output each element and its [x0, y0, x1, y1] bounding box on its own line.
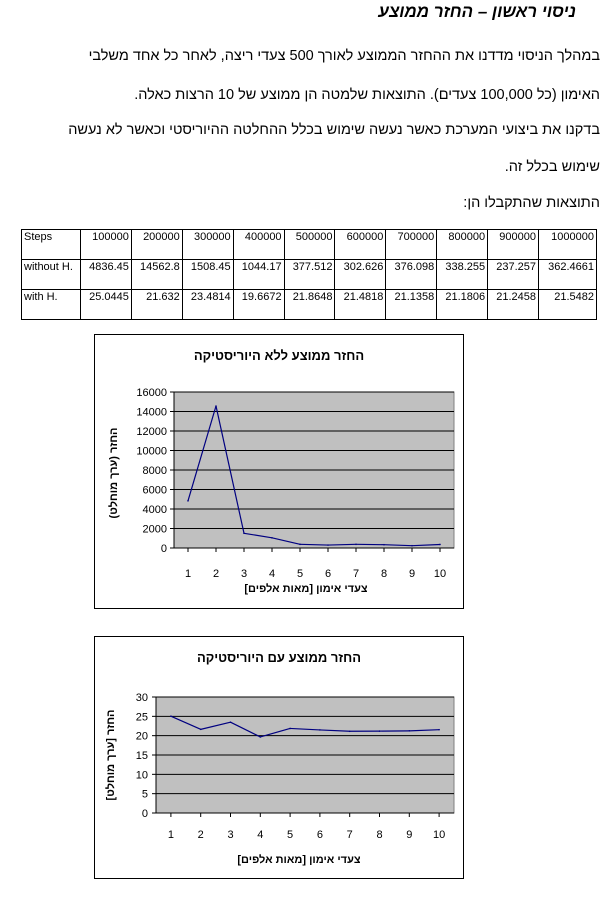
y-tick-label: 0: [141, 808, 148, 820]
table-cell: 21.2458: [488, 290, 539, 320]
table-cell: 800000: [437, 230, 488, 260]
chart-title: החזר ממוצע עם היוריסטיקה: [196, 650, 362, 665]
data-point: [379, 730, 381, 732]
table-cell: 21.632: [131, 290, 182, 320]
data-point: [319, 729, 321, 731]
x-tick-label: 5: [296, 568, 304, 580]
x-tick-label: 10: [433, 568, 447, 580]
data-point: [271, 537, 273, 539]
table-cell: 600000: [335, 230, 386, 260]
y-tick-label: 8000: [142, 465, 167, 477]
table-cell: 302.626: [335, 260, 386, 290]
y-tick-label: 15: [135, 750, 148, 762]
y-tick-label: 20: [135, 730, 148, 743]
table-cell: 377.512: [284, 260, 335, 290]
x-axis-label: צעדי אימון [מאות אלפים]: [237, 854, 361, 866]
table-cell: 400000: [233, 230, 284, 260]
data-point: [289, 728, 291, 730]
data-point: [383, 544, 385, 546]
table-cell: 1000000: [539, 230, 597, 260]
data-point: [243, 532, 245, 534]
y-tick-label: 6000: [142, 484, 167, 497]
table-cell: 338.255: [437, 260, 488, 290]
table-cell: 300000: [182, 230, 233, 260]
table-cell: 4836.45: [81, 260, 132, 290]
x-tick-label: 9: [408, 568, 416, 580]
table-cell: 1044.17: [233, 260, 284, 290]
table-cell: 21.8648: [284, 290, 335, 320]
table-cell: 25.0445: [81, 290, 132, 320]
y-tick-label: 14000: [136, 406, 167, 419]
paragraph-line: בדקנו את ביצועי המערכת כאשר נעשה שימוש בכלל ההחלטה ההיוריסטי וכאשר לא נעשה: [68, 122, 600, 138]
table-cell: Steps: [22, 230, 81, 260]
x-tick-label: 5: [287, 829, 294, 841]
table-cell: 21.4818: [335, 290, 386, 320]
x-tick-label: 7: [346, 829, 353, 841]
y-tick-label: 10: [135, 769, 148, 782]
paragraph-line: במהלך הניסוי מדדנו את ההחזר הממוצע לאורך 500 צעדי ריצה, לאחר כל אחד משלבי: [88, 48, 600, 64]
table-cell: 900000: [488, 230, 539, 260]
table-cell: 376.098: [386, 260, 437, 290]
data-point: [215, 405, 217, 407]
table-cell: 21.1806: [437, 290, 488, 320]
y-tick-label: 2000: [142, 523, 167, 536]
table-cell: 500000: [284, 230, 335, 260]
chart-svg: [95, 335, 463, 608]
y-tick-label: 10000: [136, 445, 167, 458]
table-cell: 362.4661: [539, 260, 597, 290]
chart-without-heuristic: [94, 334, 464, 609]
x-axis-label: צעדי אימון [מאות אלפים]: [244, 583, 368, 595]
paragraph-line: שימוש בכלל זה.: [504, 159, 600, 175]
table-cell: 19.6672: [233, 290, 284, 320]
table-cell: 21.1358: [386, 290, 437, 320]
data-point: [187, 500, 189, 502]
y-tick-label: 12000: [136, 426, 167, 438]
data-point: [230, 721, 232, 723]
x-tick-label: 1: [167, 829, 174, 841]
x-tick-label: 4: [268, 568, 276, 580]
table-cell: 14562.8: [131, 260, 182, 290]
paragraph-line: התוצאות שהתקבלו הן:: [463, 195, 600, 211]
x-tick-label: 2: [212, 568, 220, 580]
x-tick-label: 3: [227, 829, 234, 841]
y-tick-label: 30: [135, 692, 148, 704]
data-point: [260, 736, 262, 738]
data-point: [299, 544, 301, 546]
table-cell: 700000: [386, 230, 437, 260]
table-cell: 1508.45: [182, 260, 233, 290]
x-tick-label: 8: [380, 568, 388, 580]
x-tick-label: 2: [197, 829, 204, 841]
x-tick-label: 4: [257, 829, 264, 841]
y-axis-label: החזר [ערך מוחלט]: [105, 709, 117, 801]
table-cell: 100000: [81, 230, 132, 260]
data-point: [355, 544, 357, 546]
chart-with-heuristic: [94, 636, 464, 879]
paragraph-line: האימון (כל 100,000 צעדים). התוצאות שלמטה הן ממוצע של 10 הרצות כאלה.: [134, 87, 600, 103]
y-axis-label: החזר (ערך מוחלט): [108, 427, 120, 519]
results-table: [21, 229, 597, 320]
data-point: [438, 729, 440, 731]
y-tick-label: 25: [135, 711, 148, 724]
table-cell: 21.5482: [539, 290, 597, 320]
x-tick-label: 1: [184, 568, 192, 580]
series-line-segment: [328, 544, 356, 545]
data-point: [411, 545, 413, 547]
data-point: [349, 730, 351, 732]
table-cell: 200000: [131, 230, 182, 260]
data-point: [439, 544, 441, 546]
table-cell: with H.: [22, 290, 81, 320]
y-tick-label: 4000: [142, 504, 167, 516]
table-row: [22, 290, 597, 320]
data-point: [170, 715, 172, 717]
series-line-segment: [300, 544, 328, 545]
x-tick-label: 8: [376, 829, 383, 841]
table-cell: 23.4814: [182, 290, 233, 320]
x-tick-label: 9: [406, 829, 413, 841]
x-tick-label: 7: [352, 568, 360, 580]
x-tick-label: 3: [240, 568, 248, 580]
page-heading: ניסוי ראשון – החזר ממוצע: [378, 2, 576, 21]
y-tick-label: 5: [141, 788, 148, 801]
data-point: [409, 730, 411, 732]
table-row: [22, 260, 597, 290]
x-tick-label: 10: [432, 829, 446, 841]
table-cell: without H.: [22, 260, 81, 290]
data-point: [200, 729, 202, 731]
table-header-row: [22, 230, 597, 260]
y-tick-label: 16000: [136, 387, 167, 399]
x-tick-label: 6: [316, 829, 323, 841]
x-tick-label: 6: [324, 568, 332, 580]
chart-title: החזר ממוצע ללא היוריסטיקה: [193, 348, 365, 363]
chart-svg: [95, 637, 463, 878]
table-cell: 237.257: [488, 260, 539, 290]
y-tick-label: 0: [160, 543, 167, 555]
data-point: [327, 544, 329, 546]
